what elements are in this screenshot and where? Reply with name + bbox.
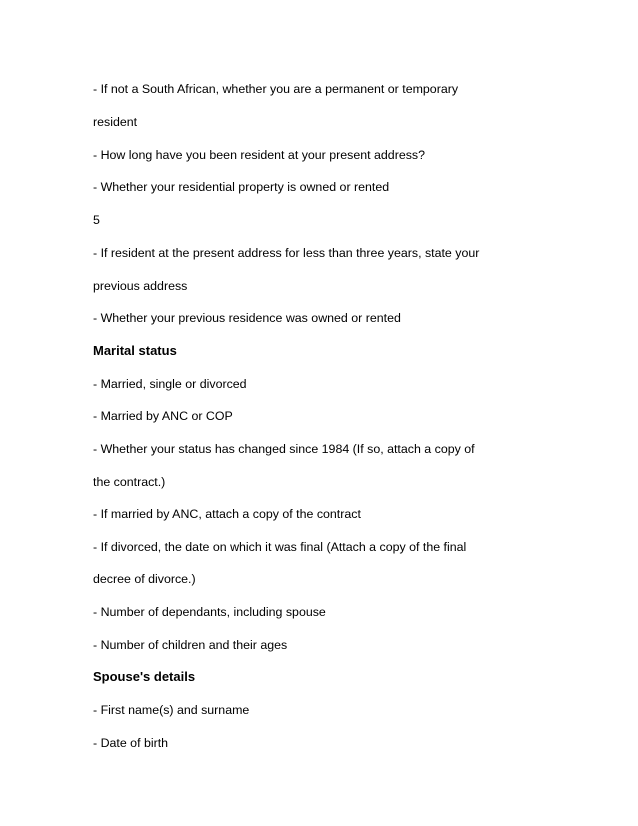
text-line: - Date of birth: [93, 736, 169, 750]
text-line: - If not a South African, whether you are a permanent or temporary: [93, 82, 459, 96]
text-line: - Married, single or divorced: [93, 377, 247, 391]
text-line: decree of divorce.): [93, 572, 196, 586]
text-line: - Number of dependants, including spouse: [93, 605, 326, 619]
text-line: resident: [93, 115, 138, 129]
text-line: - If married by ANC, attach a copy of the contract: [93, 507, 361, 521]
text-line: - Whether your residential property is owned or rented: [93, 180, 390, 194]
text-line: - Whether your status has changed since 1984 (If so, attach a copy of: [93, 442, 475, 456]
text-line: - Married by ANC or COP: [93, 409, 233, 423]
text-line: - How long have you been resident at your present address?: [93, 148, 425, 162]
section-heading-spouses-details: Spouse's details: [93, 669, 196, 684]
section-heading-marital-status: Marital status: [93, 343, 177, 358]
text-line: - Number of children and their ages: [93, 638, 288, 652]
text-line: - Whether your previous residence was owned or rented: [93, 311, 401, 325]
text-line: previous address: [93, 279, 188, 293]
text-line: - First name(s) and surname: [93, 703, 250, 717]
text-line: - If resident at the present address for less than three years, state your: [93, 246, 480, 260]
text-line: - If divorced, the date on which it was final (Attach a copy of the final: [93, 540, 467, 554]
text-line: the contract.): [93, 475, 166, 489]
page-number: 5: [93, 213, 100, 227]
